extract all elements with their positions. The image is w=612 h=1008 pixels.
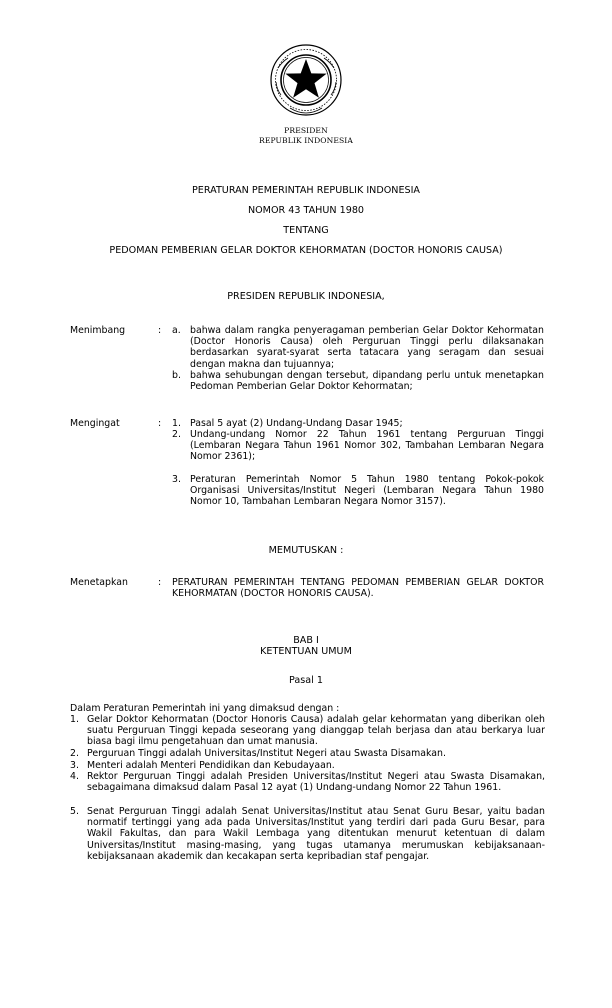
definition-item-5: Senat Perguruan Tinggi adalah Senat Universitas/Institut atau Senat Guru Besar, yaitu badan normatif tertinggi yang ada pada Universitas/Institut yang terdiri dari pada Guru Besar, para Wakil Fakultas, dan para Wakil Lembaga yang ditentukan menurut ketentuan di dalam Universitas/Institut masing-masing, yang tugas utamanya merumuskan kebijaksanaan-kebijaksanaan akademik dan kecakapan serta kepribadian staf pengajar. <box>87 806 545 862</box>
mengingat-marker-3: 3. <box>172 474 181 485</box>
regulation-number: NOMOR 43 TAHUN 1980 <box>247 205 365 216</box>
mengingat-item-2: Undang-undang Nomor 22 Tahun 1961 tentang Perguruan Tinggi (Lembaran Negara Tahun 1961 Nomor 302, Tambahan Lembaran Negara Nomor 2361); <box>190 429 544 463</box>
menimbang-item-b: bahwa sehubungan dengan tersebut, dipandang perlu untuk menetapkan Pedoman Pemberian Gelar Doktor Kehormatan; <box>190 370 544 393</box>
definition-marker-1: 1. <box>70 714 79 725</box>
mengingat-item-3: Peraturan Pemerintah Nomor 5 Tahun 1980 tentang Pokok-pokok Organisasi Universitas/Institut Negeri (Lembaran Negara Tahun 1980 Nomor 10, Tambahan Lembaran Negara Nomor 3157). <box>190 474 544 508</box>
presidential-seal-icon <box>268 42 344 118</box>
definition-item-4: Rektor Perguruan Tinggi adalah Presiden Universitas/Institut Negeri atau Swasta Disamakan, sebagaimana dimaksud dalam Pasal 12 ayat (1) Undang-undang Nomor 22 Tahun 1961. <box>87 771 545 794</box>
menimbang-marker-b: b. <box>172 370 181 381</box>
menimbang-item-a: bahwa dalam rangka penyeragaman pemberian Gelar Doktor Kehormatan (Doctor Honoris Causa) oleh Perguruan Tinggi perlu dilaksanakan berdasarkan syarat-syarat serta tatacara yang seragam dan sesuai dengan makna dan tujuannya; <box>190 325 544 370</box>
menimbang-label: Menimbang <box>70 325 126 336</box>
definition-marker-4: 4. <box>70 771 79 782</box>
definition-marker-2: 2. <box>70 748 79 759</box>
mengingat-item-1: Pasal 5 ayat (2) Undang-Undang Dasar 1945; <box>190 418 403 429</box>
memutuskan-heading: MEMUTUSKAN : <box>268 545 344 556</box>
article-title: Pasal 1 <box>289 675 323 686</box>
chapter-title: KETENTUAN UMUM <box>260 646 352 657</box>
definition-item-3: Menteri adalah Menteri Pendidikan dan Kebudayaan. <box>87 760 335 771</box>
seal-caption-line2: REPUBLIK INDONESIA <box>259 136 353 145</box>
mengingat-marker-2: 2. <box>172 429 181 440</box>
definition-item-2: Perguruan Tinggi adalah Universitas/Institut Negeri atau Swasta Disamakan. <box>87 748 446 759</box>
menetapkan-colon: : <box>158 577 162 588</box>
menimbang-marker-a: a. <box>172 325 181 336</box>
menetapkan-text: PERATURAN PEMERINTAH TENTANG PEDOMAN PEMBERIAN GELAR DOKTOR KEHORMATAN (DOCTOR HONORIS CAUSA). <box>172 577 544 600</box>
definition-item-1: Gelar Doktor Kehormatan (Doctor Honoris Causa) adalah gelar kehormatan yang diberikan oleh suatu Perguruan Tinggi kepada seseorang yang dianggap telah berjasa dan atau berkarya luar biasa bagi ilmu pengetahuan dan umat manusia. <box>87 714 545 748</box>
regulation-tentang: TENTANG <box>283 225 329 236</box>
regulation-title: PERATURAN PEMERINTAH REPUBLIK INDONESIA <box>192 185 420 196</box>
menimbang-colon: : <box>158 325 162 336</box>
regulation-subject: PEDOMAN PEMBERIAN GELAR DOKTOR KEHORMATAN (DOCTOR HONORIS CAUSA) <box>109 245 503 256</box>
definition-marker-3: 3. <box>70 760 79 771</box>
seal-caption-line1: PRESIDEN <box>284 126 328 135</box>
chapter-number: BAB I <box>293 635 319 646</box>
menetapkan-label: Menetapkan <box>70 577 128 588</box>
mengingat-label: Mengingat <box>70 418 120 429</box>
definition-marker-5: 5. <box>70 806 79 817</box>
mengingat-marker-1: 1. <box>172 418 181 429</box>
issuer-line: PRESIDEN REPUBLIK INDONESIA, <box>227 291 385 302</box>
mengingat-colon: : <box>158 418 162 429</box>
article-intro: Dalam Peraturan Pemerintah ini yang dimaksud dengan : <box>70 703 340 714</box>
